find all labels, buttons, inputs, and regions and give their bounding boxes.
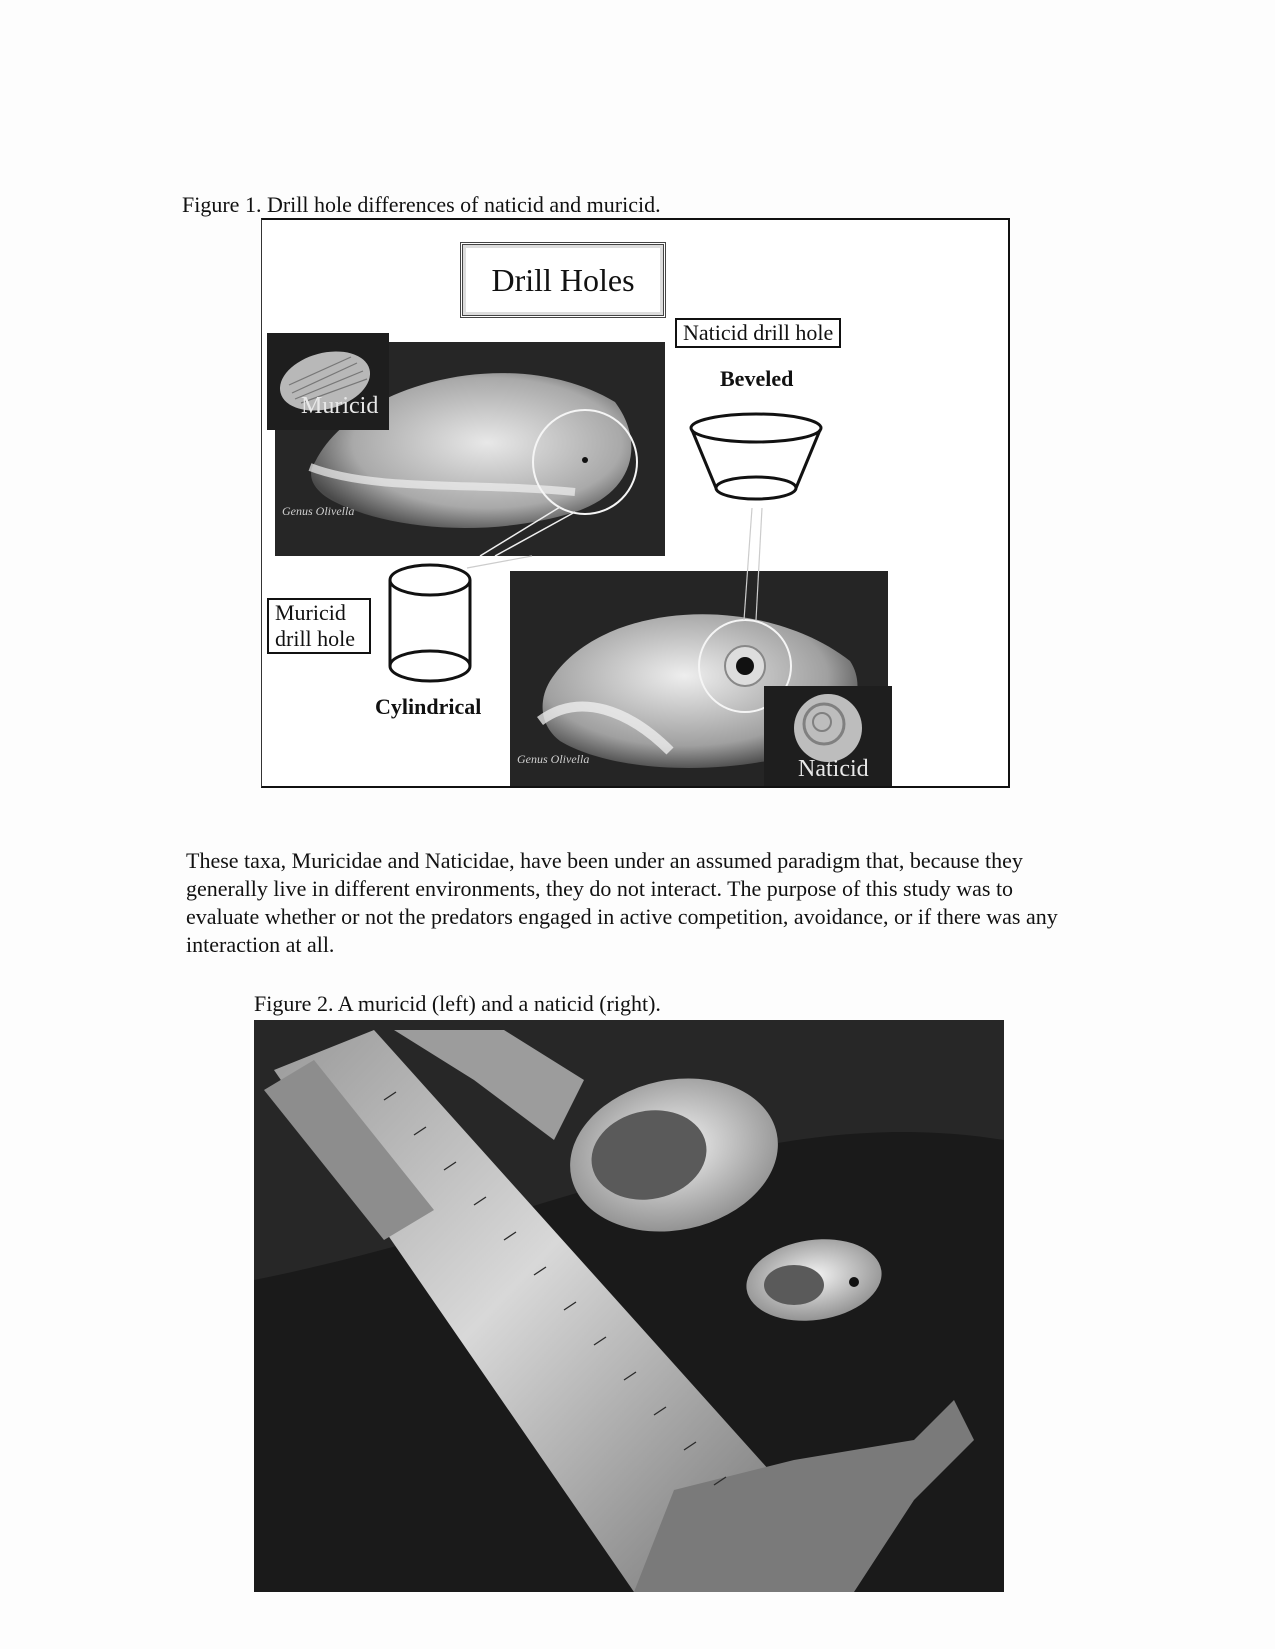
muricid-thumb-label: Muricid: [301, 393, 379, 419]
cylindrical-label: Cylindrical: [375, 694, 482, 719]
muricid-label-line2: drill hole: [275, 626, 356, 651]
naticid-thumb-label: Naticid: [798, 756, 869, 782]
genus-label-bottom: Genus Olivella: [517, 752, 590, 766]
drill-holes-title: Drill Holes: [460, 242, 666, 318]
muricid-label-line1: Muricid: [275, 600, 346, 625]
figure1-caption: Figure 1. Drill hole differences of naticid and muricid.: [182, 192, 661, 217]
genus-label-top: Genus Olivella: [282, 504, 355, 518]
beveled-label: Beveled: [720, 366, 794, 391]
figure2-photo: [254, 1020, 1004, 1592]
figure1-panel: [261, 218, 1010, 788]
body-paragraph: These taxa, Muricidae and Naticidae, have been under an assumed paradigm that, because they generally live in different environments, they do not interact. The purpose of this study was to evaluate whether or not the predators engaged in active competition, avoidance, or if there was any interaction at all.: [186, 848, 1058, 957]
connector-lines: [262, 220, 1008, 786]
figure2-caption: Figure 2. A muricid (left) and a naticid (right).: [254, 991, 661, 1016]
naticid-drill-hole-label: Naticid drill hole: [675, 318, 841, 348]
